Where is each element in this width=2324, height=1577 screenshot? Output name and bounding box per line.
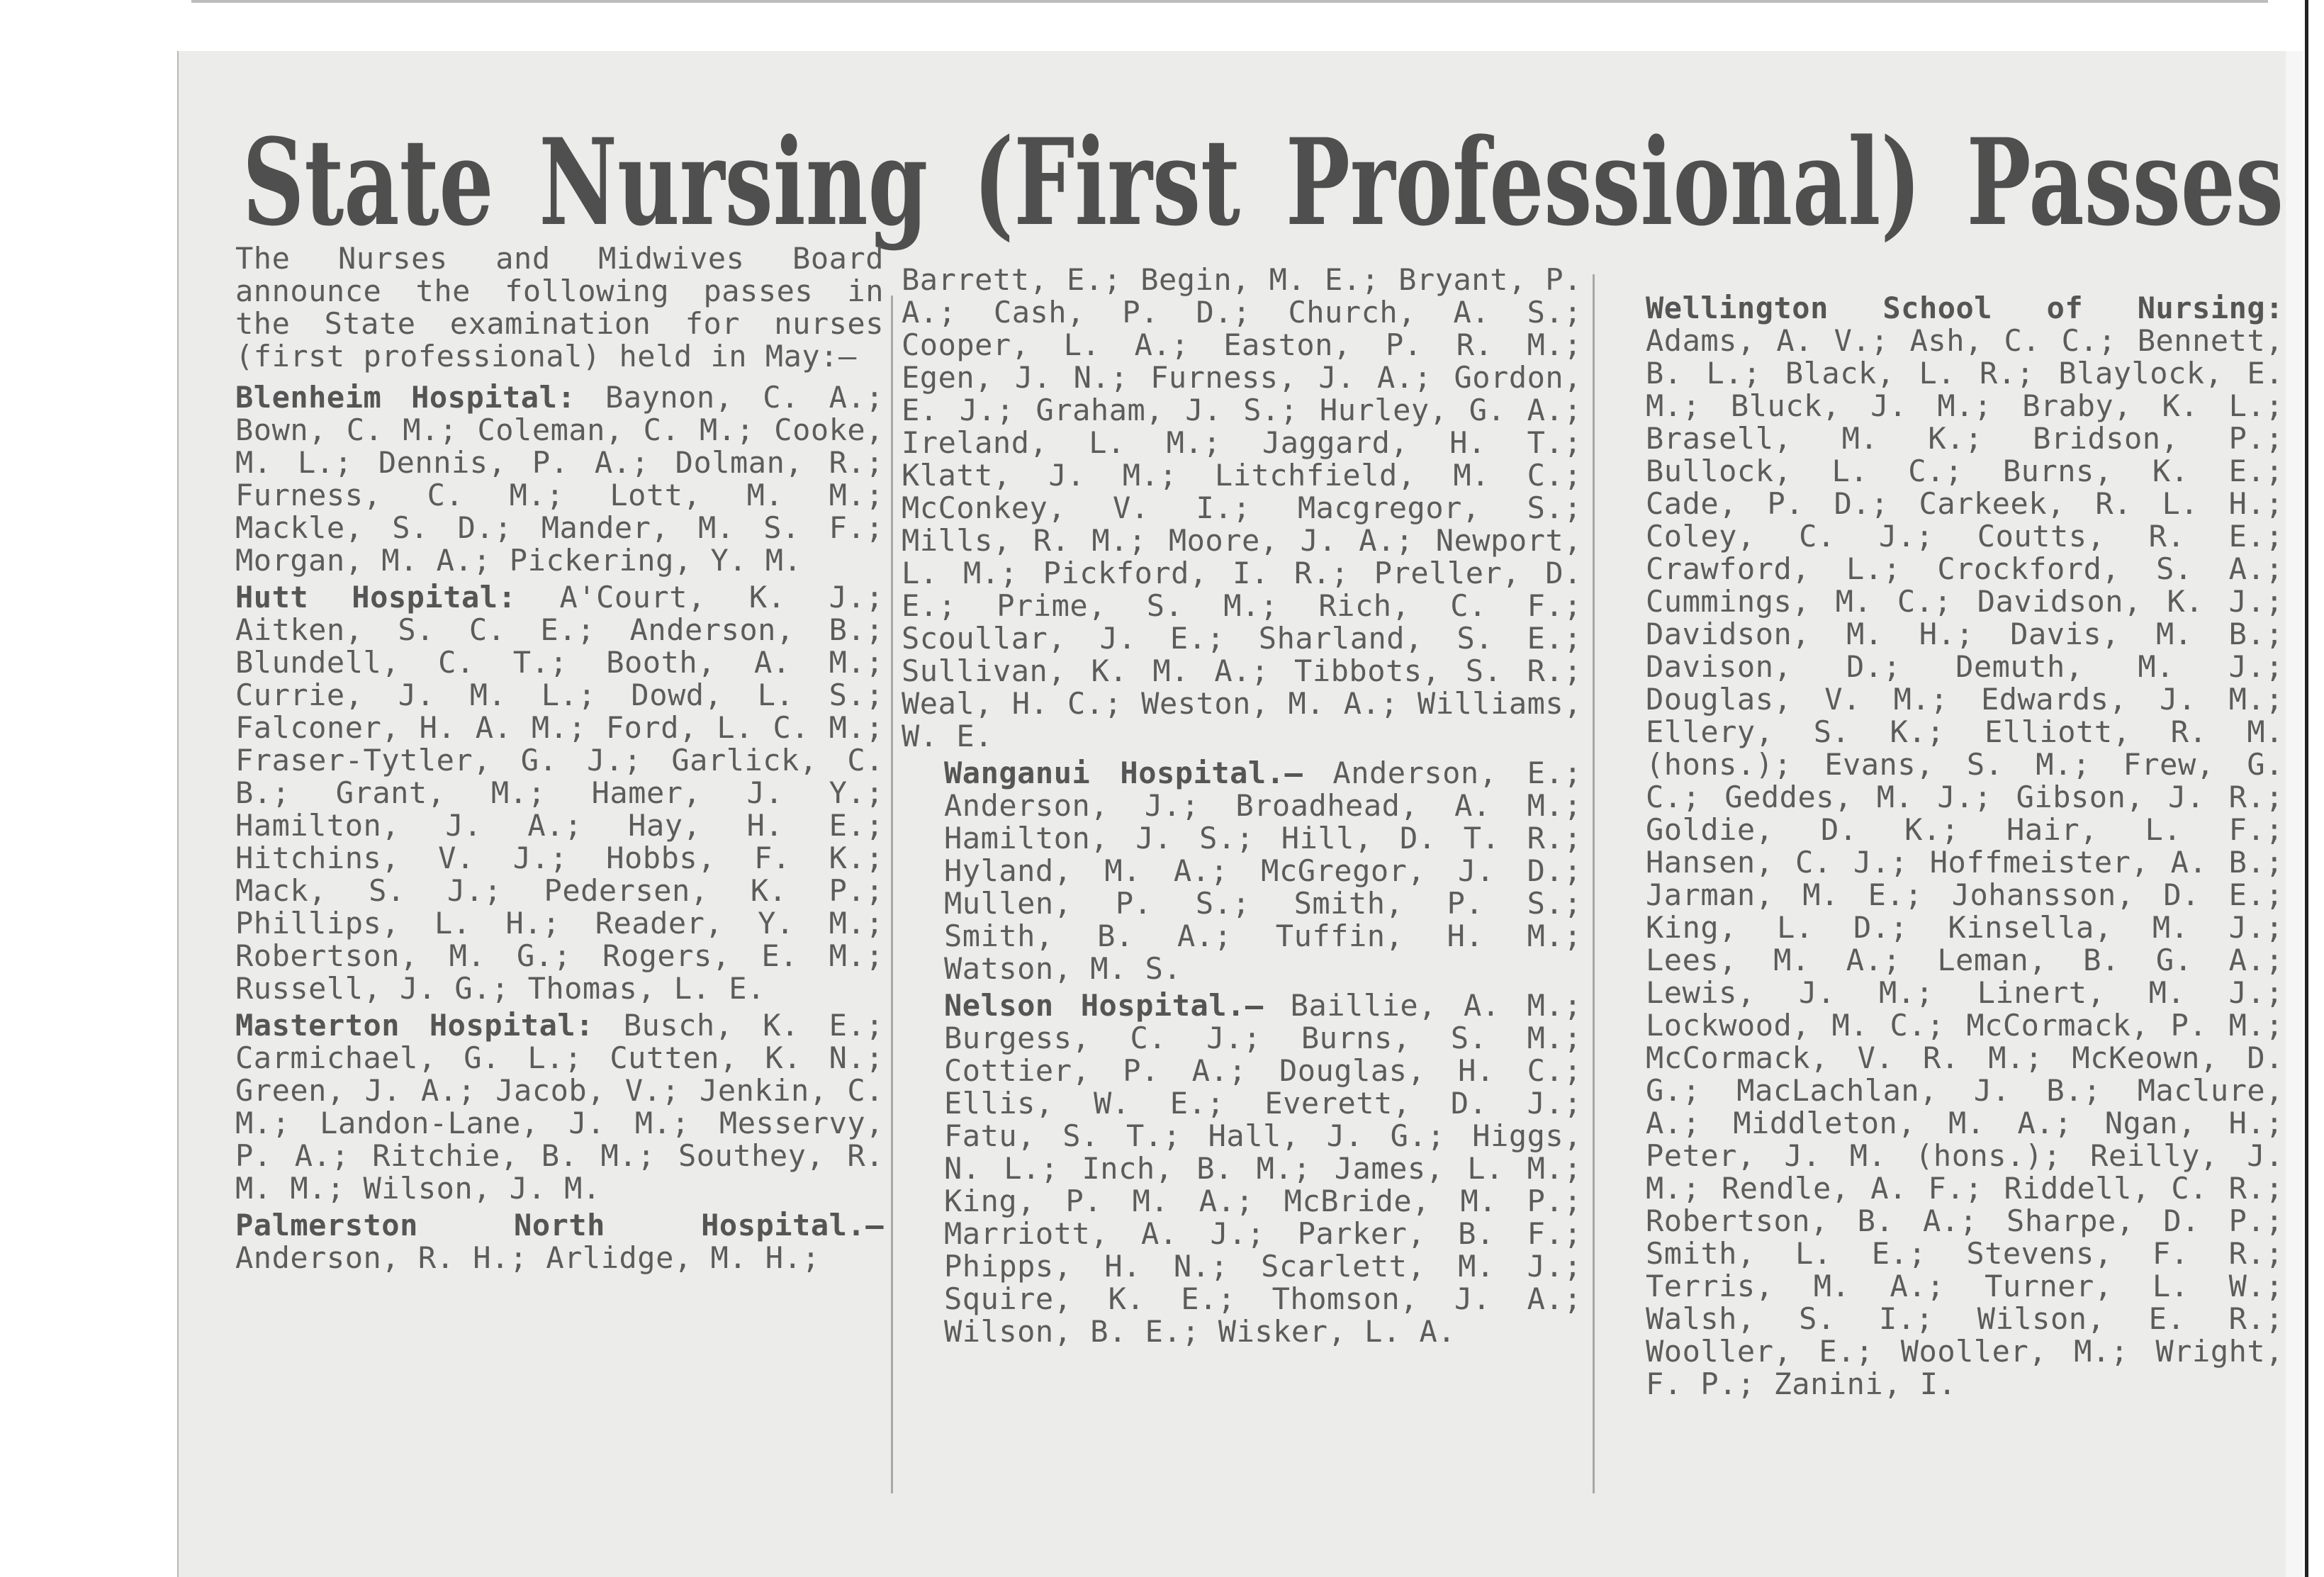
hospital-heading: Nelson Hospital.— xyxy=(944,988,1264,1023)
hospital-heading: Blenheim Hospital: xyxy=(235,380,576,415)
hospital-heading: Wellington School of Nursing: xyxy=(1646,291,2284,325)
hospital-entry-wanganui xyxy=(902,757,1582,985)
hospital-heading: Hutt Hospital: xyxy=(235,580,517,614)
hospital-heading: Palmerston North Hospital.— xyxy=(235,1208,884,1242)
pass-list: Baillie, A. M.; Burgess, C. J.; Burns, S. M.; Cottier, P. A.; Douglas, H. C.; Ellis, W. E.; Everett, D. J.; Fatu, S. T.; Hall, J. G.; Higgs, N. L.; Inch, B. M.; James, L. M.; King, P. M. A.; McBride, M. P.; Marriott, A. J.; Parker, B. F.; Phipps, H. N.; Scarlett, M. J.; Squire, K. E.; Thomson, J. A.; Wilson, B. E.; Wisker, L. A. xyxy=(944,988,1582,1349)
hospital-heading: Masterton Hospital: xyxy=(235,1008,594,1043)
pass-list: Adams, A. V.; Ash, C. C.; Bennett, B. L.; Black, L. R.; Blaylock, E. M.; Bluck, J. M.; Braby, K. L.; Brasell, M. K.; Bridson, P.; Bullock, L. C.; Burns, K. E.; Cade, P. D.; Carkeek, R. L. H.; Coley, C. J.; Coutts, R. E.; Crawford, L.; Crockford, S. A.; Cummings, M. C.; Davidson, K. J.; Davidson, M. H.; Davis, M. B.; Davison, D.; Demuth, M. J.; Douglas, V. M.; Edwards, J. M.; Ellery, S. K.; Elliott, R. M. (hons.); Evans, S. M.; Frew, G. C.; Geddes, M. J.; Gibson, J. R.; Goldie, D. K.; Hair, L. F.; Hansen, C. J.; Hoffmeister, A. B.; Jarman, M. E.; Johansson, D. E.; King, L. D.; Kinsella, M. J.; Lees, M. A.; Leman, B. G. A.; Lewis, J. M.; Linert, M. J.; Lockwood, M. C.; McCormack, P. M.; McCormack, V. R. M.; McKeown, D. G.; MacLachlan, J. B.; Maclure, A.; Middleton, M. A.; Ngan, H.; Peter, J. M. (hons.); Reilly, J. M.; Rendle, A. F.; Riddell, C. R.; Robertson, B. A.; Sharpe, D. P.; Smith, L. E.; Stevens, F. R.; Terris, M. A.; Turner, L. W.; Walsh, S. I.; Wilson, E. R.; Wooller, E.; Wooller, M.; Wright, F. P.; Zanini, I. xyxy=(1646,323,2284,1401)
hospital-heading: Wanganui Hospital.— xyxy=(944,756,1303,790)
hospital-entry-masterton xyxy=(193,1009,884,1205)
hospital-entry-palmerston-north xyxy=(193,1209,884,1274)
hospital-entry-wellington xyxy=(1603,292,2284,1401)
hospital-entry-hutt xyxy=(193,581,884,1005)
column-1 xyxy=(193,242,884,1279)
headline-word: State xyxy=(242,112,494,252)
hospital-entry-blenheim xyxy=(193,381,884,577)
intro-paragraph: The Nurses and Midwives Board announce the following passes in the State examination for nurses (first professional) held in May:— xyxy=(235,241,884,374)
headline-word: (First xyxy=(973,112,1240,252)
headline-word: Professional) xyxy=(1285,112,1921,252)
scan-right-edge xyxy=(2305,0,2308,1577)
column-rule xyxy=(1593,274,1595,1493)
pass-list: A'Court, K. J.; Aitken, S. C. E.; Anderson, B.; Blundell, C. T.; Booth, A. M.; Currie, J. M. L.; Dowd, L. S.; Falconer, H. A. M.; Ford, L. C. M.; Fraser-Tytler, G. J.; Garlick, C. B.; Grant, M.; Hamer, J. Y.; Hamilton, J. A.; Hay, H. E.; Hitchins, V. J.; Hobbs, F. K.; Mack, S. J.; Pedersen, K. P.; Phillips, L. H.; Reader, Y. M.; Robertson, M. G.; Rogers, E. M.; Russell, J. G.; Thomas, L. E. xyxy=(235,580,884,1006)
pass-list: Baynon, C. A.; Bown, C. M.; Coleman, C. M.; Cooke, M. L.; Dennis, P. A.; Dolman, R.; Furness, C. M.; Lott, M. M.; Mackle, S. D.; Mander, M. S. F.; Morgan, M. A.; Pickering, Y. M. xyxy=(235,380,884,578)
scan-top-edge xyxy=(191,0,2268,3)
headline-word: Passes xyxy=(1966,112,2284,252)
column-3 xyxy=(1603,292,2284,1405)
pass-list-continued: Barrett, E.; Begin, M. E.; Bryant, P. A.; Cash, P. D.; Church, A. S.; Cooper, L. A.; Easton, P. R. M.; Egen, J. N.; Furness, J. A.; Gordon, E. J.; Graham, J. S.; Hurley, G. A.; Ireland, L. M.; Jaggard, H. T.; Klatt, J. M.; Litchfield, M. C.; McConkey, V. I.; Macgregor, S.; Mills, R. M.; Moore, J. A.; Newport, L. M.; Pickford, I. R.; Preller, D. E.; Prime, S. M.; Rich, C. F.; Scoullar, J. E.; Sharland, S. E.; Sullivan, K. M. A.; Tibbots, S. R.; Weal, H. C.; Weston, M. A.; Williams, W. E. xyxy=(902,262,1582,753)
headline-word: Nursing xyxy=(539,112,928,252)
pass-list: Busch, K. E.; Carmichael, G. L.; Cutten, K. N.; Green, J. A.; Jacob, V.; Jenkin, C. M.; Landon-Lane, J. M.; Messervy, P. A.; Ritchie, B. M.; Southey, R. M. M.; Wilson, J. M. xyxy=(235,1008,884,1206)
column-rule xyxy=(891,296,893,1493)
pass-list: Anderson, E.; Anderson, J.; Broadhead, A. M.; Hamilton, J. S.; Hill, D. T. R.; Hyland, M. A.; McGregor, J. D.; Mullen, P. S.; Smith, P. S.; Smith, B. A.; Tuffin, H. M.; Watson, M. S. xyxy=(944,756,1582,986)
clipping-margin xyxy=(2286,51,2303,1577)
hospital-entry-nelson xyxy=(902,989,1582,1348)
pass-list: Anderson, R. H.; Arlidge, M. H.; xyxy=(235,1240,821,1275)
newspaper-clipping xyxy=(177,51,2303,1577)
column-2 xyxy=(902,264,1582,1352)
